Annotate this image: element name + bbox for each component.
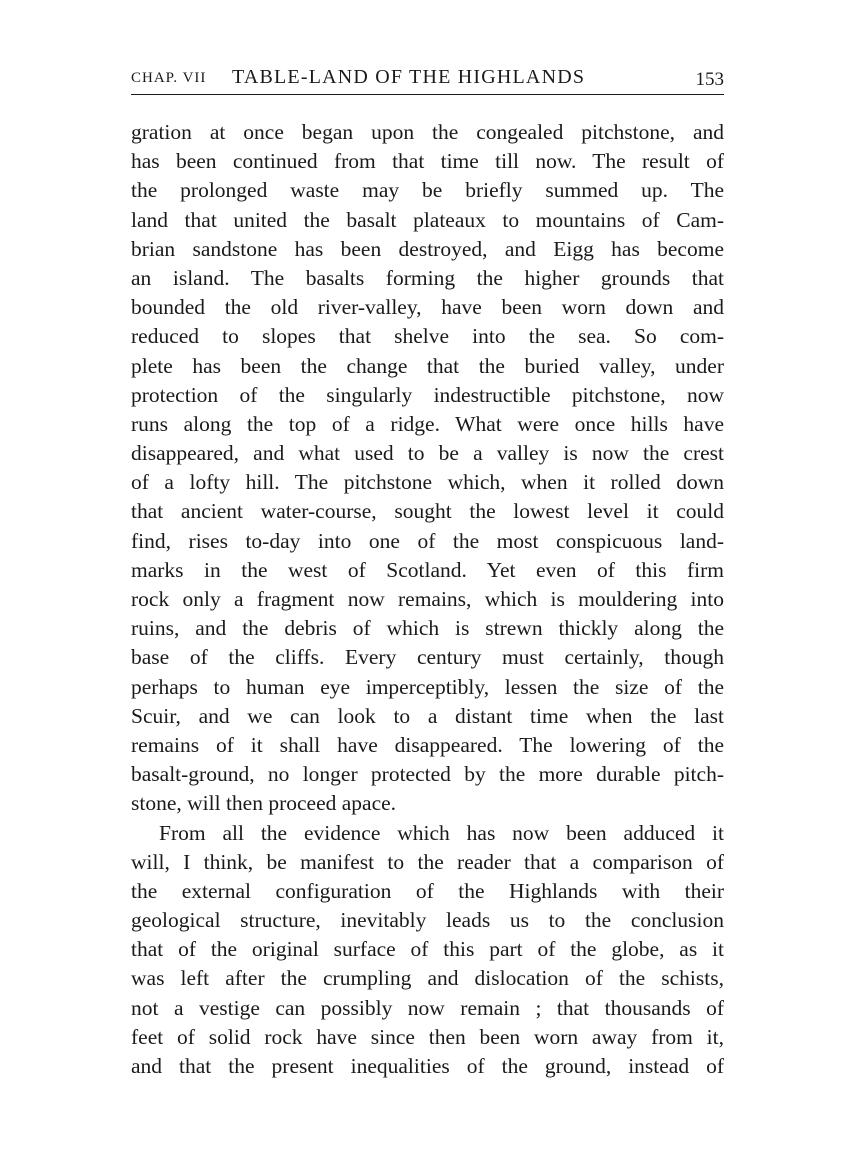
text-line: geological structure, inevitably leads us to the conclusion [131, 908, 724, 933]
text-line: disappeared, and what used to be a valley is now the crest [131, 441, 724, 466]
text-line: stone, will then proceed apace. [131, 791, 397, 816]
body-text [131, 118, 724, 1081]
text-line: perhaps to human eye imperceptibly, lessen the size of the [131, 674, 724, 699]
text-line: the prolonged waste may be briefly summed up. The [131, 178, 724, 203]
header-rule [131, 94, 724, 95]
text-line: that of the original surface of this part of the globe, as it [131, 937, 724, 962]
text-line: not a vestige can possibly now remain ; that thousands of [131, 995, 724, 1020]
text-line: gration at once began upon the congealed pitchstone, and [131, 120, 724, 144]
text-line: ruins, and the debris of which is strewn thickly along the [131, 616, 724, 641]
text-line: and that the present inequalities of the ground, instead of [131, 1054, 724, 1078]
text-line: runs along the top of a ridge. What were once hills have [131, 411, 724, 436]
text-line: will, I think, be manifest to the reader that a comparison of [131, 849, 724, 874]
text-line: land that united the basalt plateaux to mountains of Cam- [131, 207, 724, 232]
text-line: From all the evidence which has now been adduced it [159, 820, 724, 845]
text-line: plete has been the change that the buried valley, under [131, 353, 724, 378]
text-line: Scuir, and we can look to a distant time when the last [131, 703, 724, 728]
text-line: rock only a fragment now remains, which is mouldering into [131, 587, 724, 611]
text-line: has been continued from that time till now. The result of [131, 149, 724, 174]
text-line: reduced to slopes that shelve into the sea. So com- [131, 324, 724, 349]
text-line: the external configuration of the Highlands with their [131, 878, 724, 903]
text-line: marks in the west of Scotland. Yet even of this firm [131, 557, 724, 582]
text-line: an island. The basalts forming the higher grounds that [131, 265, 724, 290]
page-number: 153 [695, 69, 724, 90]
running-title: TABLE-LAND OF THE HIGHLANDS [232, 66, 586, 88]
running-head [131, 66, 724, 92]
text-line: of a lofty hill. The pitchstone which, when it rolled down [131, 470, 724, 495]
text-line: that ancient water-course, sought the lowest level it could [131, 499, 724, 524]
text-line: brian sandstone has been destroyed, and Eigg has become [131, 236, 724, 261]
text-line: remains of it shall have disappeared. The lowering of the [131, 732, 724, 757]
text-line: base of the cliffs. Every century must certainly, though [131, 645, 724, 670]
text-line: was left after the crumpling and dislocation of the schists, [131, 966, 724, 991]
paragraph-2 [131, 819, 724, 1082]
text-line: protection of the singularly indestructible pitchstone, now [131, 382, 724, 407]
text-line: bounded the old river-valley, have been worn down and [131, 295, 724, 320]
text-line: basalt-ground, no longer protected by the more durable pitch- [131, 762, 724, 787]
chapter-label: CHAP. VII [131, 70, 207, 86]
text-line: find, rises to-day into one of the most conspicuous land- [131, 528, 724, 553]
paragraph-1 [131, 118, 724, 819]
text-line: feet of solid rock have since then been worn away from it, [131, 1024, 724, 1049]
